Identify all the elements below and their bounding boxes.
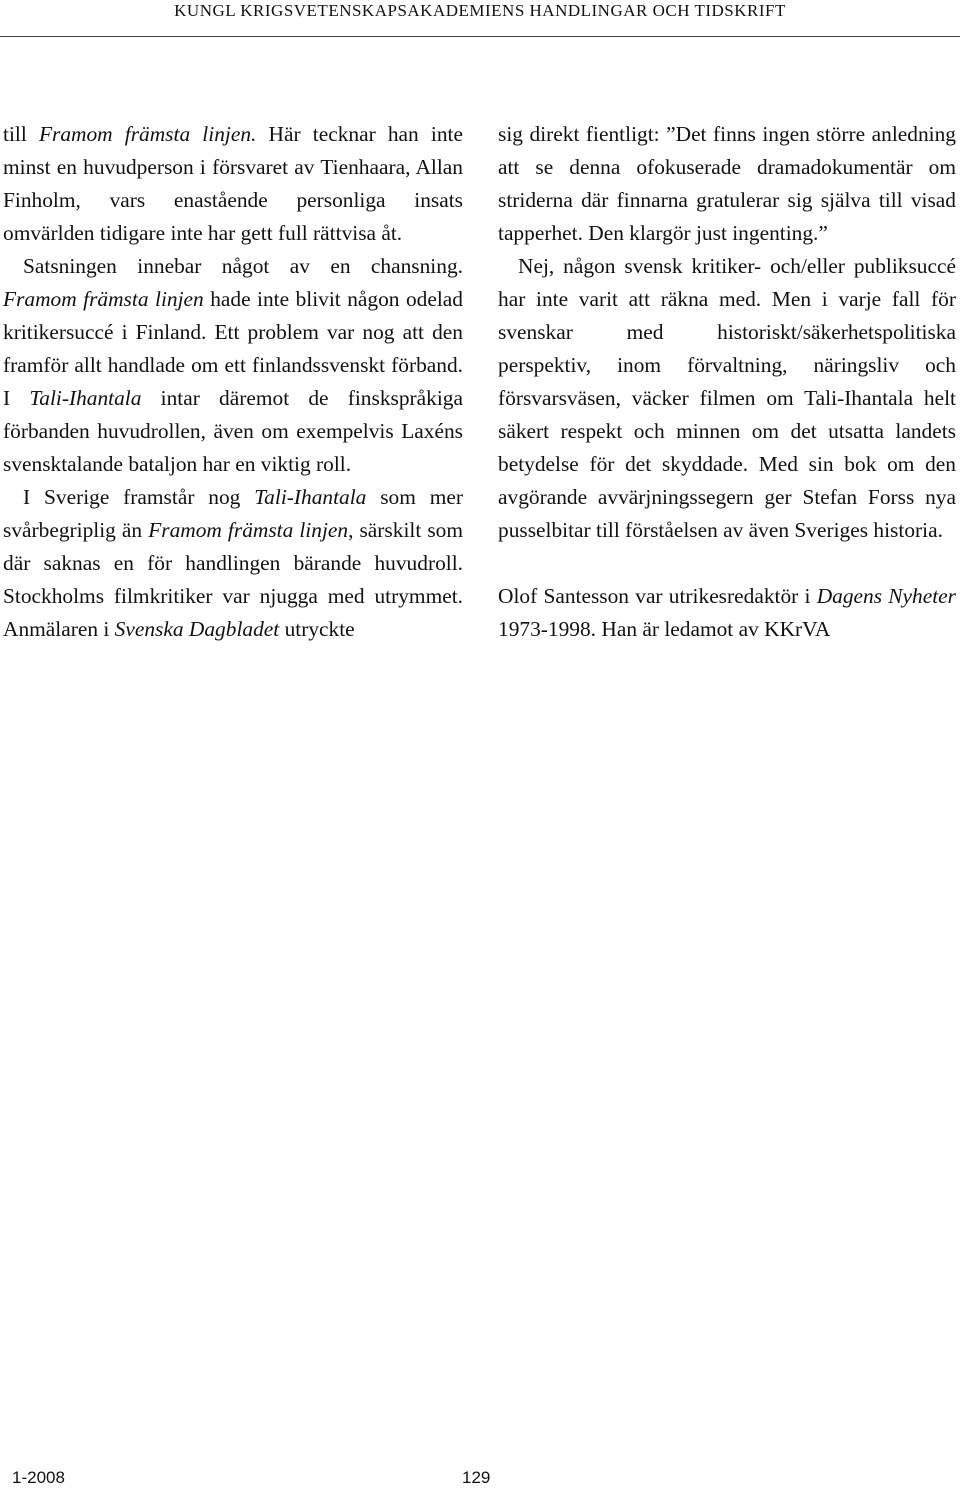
page-number: 129 bbox=[462, 1468, 491, 1487]
paragraph: sig direkt fientligt: ”Det finns ingen större anledning att se denna ofokuserade dramadokumentär om striderna där finnarna gratulerar sig själva till visad tapperhet. Den klargör just ingenting.” bbox=[498, 122, 956, 245]
journal-title: KUNGL KRIGSVETENSKAPSAKADEMIENS HANDLINGAR OCH TIDSKRIFT bbox=[174, 1, 786, 20]
film-title: Framom främsta linjen bbox=[148, 518, 349, 542]
film-title: Framom främsta linjen. bbox=[38, 122, 257, 146]
newspaper-title: Svenska Dagbladet bbox=[114, 617, 280, 641]
film-title: Tali-Ihantala bbox=[254, 485, 367, 509]
paragraph: I Sverige framstår nog Tali-Ihantala som mer svårbegriplig än Framom främsta linjen, särskilt som där saknas en för handlingen bärande huvudroll. Stockholms filmkritiker var njugga med utrymmet. Anmälaren i Svenska Dagbladet utryckte bbox=[3, 485, 463, 641]
newspaper-title: Dagens Nyheter bbox=[816, 584, 957, 608]
paragraph: Satsningen innebar något av en chansning. Framom främsta linjen hade inte blivit någon odelad kritikersuccé i Finland. Ett problem var nog att den framför allt handlade om ett finlandssvenskt förband. I Tali-Ihantala intar däremot de finskspråkiga förbanden huvudrollen, även om exempelvis Laxéns svensktalande bataljon har en viktig roll. bbox=[3, 254, 463, 476]
author-bio: Olof Santesson var utrikesredaktör i Dagens Nyheter 1973-1998. Han är ledamot av KKrVA bbox=[498, 584, 957, 641]
left-column bbox=[3, 118, 463, 646]
paragraph: till Framom främsta linjen. Här tecknar han inte minst en huvudperson i försvaret av Tienhaara, Allan Finholm, vars enastående personliga insats omvärlden tidigare inte har gett full rättvisa åt. bbox=[3, 122, 463, 245]
issue-number: 1-2008 bbox=[12, 1468, 65, 1487]
running-header bbox=[0, 0, 960, 37]
paragraph: Nej, någon svensk kritiker- och/eller publiksuccé har inte varit att räkna med. Men i varje fall för svenskar med historiskt/säkerhetspolitiska perspektiv, inom förvaltning, näringsliv och försvarsväsen, väcker filmen om Tali-Ihantala helt säkert respekt och minnen om det utsatta landets betydelse för det skyddade. Med sin bok om den avgörande avvärjningssegern ger Stefan Forss nya pusselbitar till förståelsen av även Sveriges historia. bbox=[498, 254, 956, 542]
right-column bbox=[498, 118, 956, 646]
film-title: Framom främsta linjen bbox=[3, 287, 204, 311]
film-title: Tali-Ihantala bbox=[29, 386, 142, 410]
